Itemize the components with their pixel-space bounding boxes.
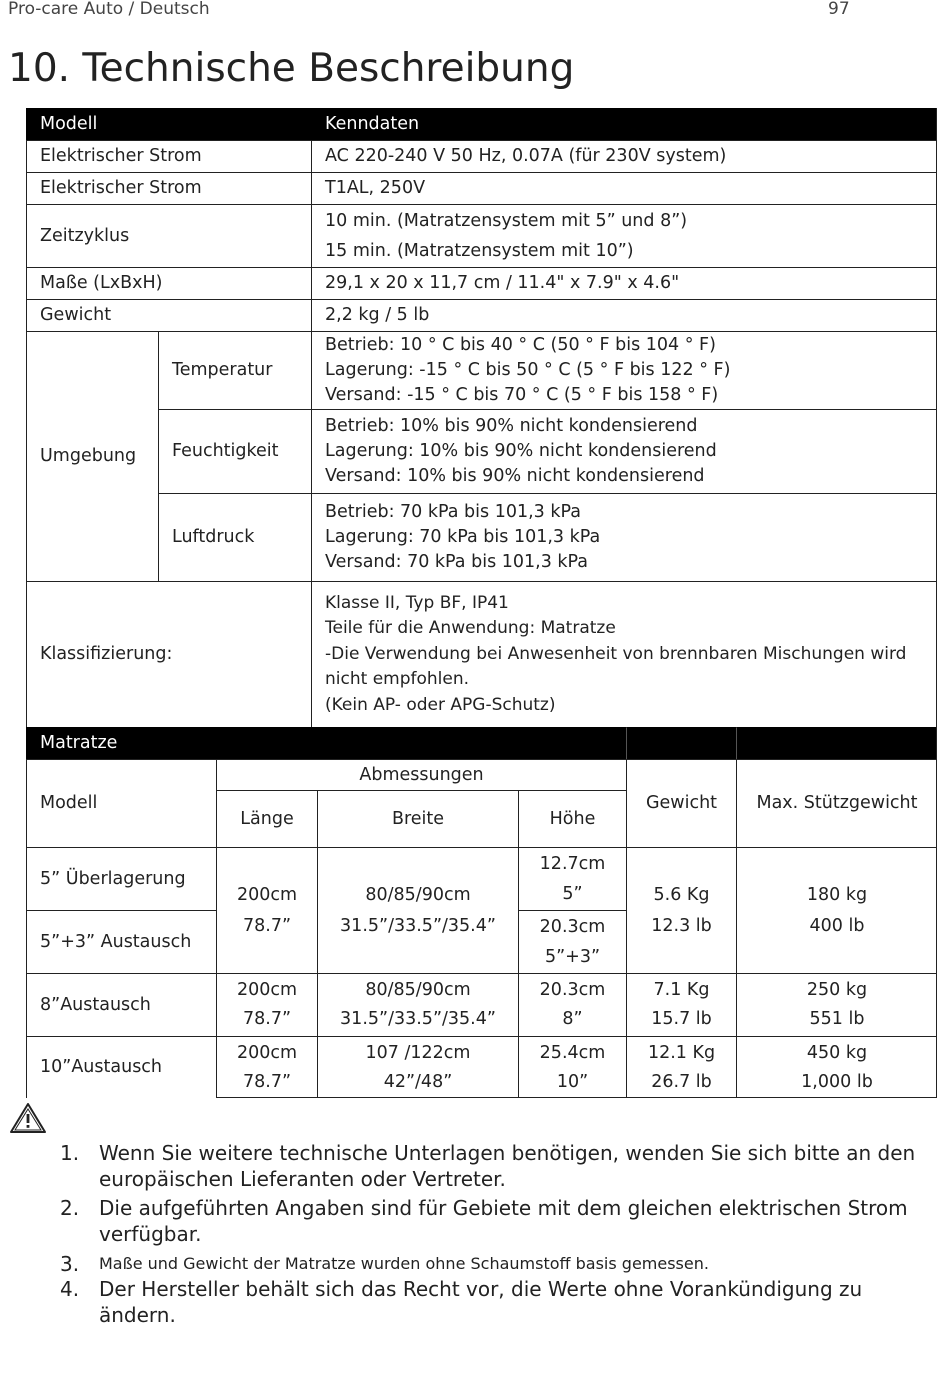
row-5-53-breite-in: 31.5”/33.5”/35.4”: [340, 915, 496, 936]
mattress-header: Matratze: [26, 727, 626, 759]
col-abmessungen: Abmessungen: [216, 759, 626, 790]
row-8-gewicht: [626, 973, 736, 1036]
row-10-hoehe-cm: 25.4cm: [539, 1042, 606, 1063]
col-breite: Breite: [317, 790, 518, 847]
note-1-line-2: europäischen Lieferanten oder Vertreter.: [99, 1167, 506, 1191]
row-10-gewicht: [626, 1036, 736, 1098]
row-5-model: 5” Überlagerung: [26, 847, 216, 910]
note-2-line-1: Die aufgeführten Angaben sind für Gebiete mit dem gleichen elektrischen Strom: [99, 1196, 908, 1220]
spec-label-feuchtigkeit: Feuchtigkeit: [158, 409, 311, 493]
row-8-max: [736, 973, 937, 1036]
table-bottom-edge: [216, 1097, 937, 1098]
row-8-breite-cm: 80/85/90cm: [365, 980, 471, 1000]
row-10-hoehe: [518, 1036, 626, 1098]
row-10-hoehe-in: 10”: [556, 1071, 589, 1092]
spec-label-strom-2: Elektrischer Strom: [26, 172, 311, 204]
spec-value-temperatur: [311, 331, 937, 409]
luftdruck-line-2: Lagerung: 70 kPa bis 101,3 kPa: [325, 527, 601, 547]
row-8-laenge: [216, 973, 317, 1036]
note-1-line-1: Wenn Sie weitere technische Unterlagen benötigen, wenden Sie sich bitte an den: [99, 1141, 916, 1165]
spec-label-luftdruck: Luftdruck: [158, 493, 311, 581]
page-number: 97: [828, 0, 850, 19]
col-gewicht: Gewicht: [626, 759, 736, 847]
spec-value-luftdruck: [311, 493, 937, 581]
feuchtigkeit-line-2: Lagerung: 10% bis 90% nicht kondensierend: [325, 441, 717, 461]
row-8-max-kg: 250 kg: [806, 980, 868, 1000]
klassifizierung-line-1: Klasse II, Typ BF, IP41: [325, 592, 509, 613]
row-8-hoehe: [518, 973, 626, 1036]
table-right-edge: [936, 108, 937, 1098]
row-5-53-laenge-cm: 200cm: [236, 884, 298, 905]
note-4-text: Der Hersteller behält sich das Recht vor, die Werte ohne Vorankündigung zu ändern.: [99, 1277, 863, 1327]
temperatur-line-3: Versand: -15 ° C bis 70 ° C (5 ° F bis 158 ° F): [325, 385, 719, 405]
row-10-laenge: [216, 1036, 317, 1098]
note-2-line-2: verfügbar.: [99, 1222, 202, 1246]
row-5-53-breite-cm: 80/85/90cm: [365, 884, 471, 905]
spec-label-zeitzyklus: Zeitzyklus: [26, 204, 311, 267]
col-max-stuetzgewicht: Max. Stützgewicht: [736, 759, 937, 847]
mattress-header-blank-2: [736, 727, 937, 759]
row-8-gewicht-lb: 15.7 lb: [651, 1009, 712, 1029]
note-3-number: 3.: [60, 1252, 80, 1276]
spec-value-zeitzyklus: [311, 204, 937, 267]
spec-value-gewicht: 2,2 kg / 5 lb: [311, 299, 937, 331]
row-10-gewicht-kg: 12.1 Kg: [647, 1042, 716, 1063]
row-10-breite-in: 42”/48”: [383, 1071, 453, 1092]
row-5-53-gewicht-kg: 5.6 Kg: [653, 884, 710, 905]
spec-label-strom-1: Elektrischer Strom: [26, 140, 311, 172]
zeitzyklus-line-1: 10 min. (Matratzensystem mit 5” und 8”): [325, 211, 688, 231]
row-5-53-max-lb: 400 lb: [809, 915, 865, 936]
spec-header-modell: [26, 108, 311, 140]
warning-triangle-icon: [9, 1102, 47, 1134]
luftdruck-line-3: Versand: 70 kPa bis 101,3 kPa: [325, 552, 589, 572]
note-2-number: 2.: [60, 1196, 80, 1220]
row-10-laenge-in: 78.7”: [242, 1071, 292, 1092]
spec-label-masse: Maße (LxBxH): [26, 267, 311, 299]
spec-label-temperatur: Temperatur: [158, 331, 311, 409]
row-53-hoehe-in: 5”+3”: [544, 947, 601, 967]
row-53-hoehe: [518, 910, 626, 973]
luftdruck-line-1: Betrieb: 70 kPa bis 101,3 kPa: [325, 502, 581, 522]
spec-label-umgebung: Umgebung: [26, 331, 158, 581]
row-5-53-gewicht-lb: 12.3 lb: [651, 915, 712, 936]
mattress-header-blank-1: [626, 727, 736, 759]
row-8-breite-in: 31.5”/33.5”/35.4”: [340, 1009, 496, 1029]
row-10-breite-cm: 107 /122cm: [365, 1042, 471, 1063]
klassifizierung-line-4: nicht empfohlen.: [325, 669, 470, 690]
row-5-hoehe-in: 5”: [562, 884, 583, 904]
spec-header-kenndaten: [311, 108, 937, 140]
klassifizierung-line-2: Teile für die Anwendung: Matratze: [325, 618, 616, 639]
row-8-hoehe-cm: 20.3cm: [539, 980, 606, 1000]
klassifizierung-line-5: (Kein AP- oder APG-Schutz): [325, 694, 556, 715]
row-10-max: [736, 1036, 937, 1098]
note-3-text: Maße und Gewicht der Matratze wurden ohne Schaumstoff basis gemessen.: [99, 1254, 709, 1273]
spec-value-feuchtigkeit: [311, 409, 937, 493]
row-8-laenge-cm: 200cm: [236, 980, 298, 1000]
header-left: Pro-care Auto / Deutsch: [8, 0, 210, 19]
row-10-gewicht-lb: 26.7 lb: [651, 1071, 712, 1092]
row-5-53-laenge-in: 78.7”: [242, 915, 292, 936]
feuchtigkeit-line-3: Versand: 10% bis 90% nicht kondensierend: [325, 466, 705, 486]
row-8-gewicht-kg: 7.1 Kg: [653, 980, 710, 1000]
spec-value-masse: 29,1 x 20 x 11,7 cm / 11.4" x 7.9" x 4.6": [311, 267, 937, 299]
klassifizierung-line-3: -Die Verwendung bei Anwesenheit von brennbaren Mischungen wird: [325, 643, 907, 664]
spec-value-strom-2: T1AL, 250V: [311, 172, 937, 204]
row-8-breite: [317, 973, 518, 1036]
row-8-model: 8”Austausch: [26, 973, 216, 1036]
page-title: 10. Technische Beschreibung: [8, 46, 575, 91]
row-10-model: 10”Austausch: [26, 1036, 216, 1098]
col-modell: Modell: [26, 759, 216, 847]
row-5-hoehe: [518, 847, 626, 910]
row-5-53-max: [736, 847, 937, 973]
spec-value-klassifizierung: [311, 581, 937, 727]
row-5-hoehe-cm: 12.7cm: [539, 854, 606, 874]
col-hoehe: Höhe: [518, 790, 626, 847]
spec-header-kenndaten-label: Kenndaten: [325, 114, 420, 134]
row-5-53-breite: [317, 847, 518, 973]
note-1-number: 1.: [60, 1141, 80, 1165]
note-1-text: [99, 1140, 929, 1192]
row-10-max-kg: 450 kg: [806, 1042, 868, 1063]
spec-value-strom-1: AC 220-240 V 50 Hz, 0.07A (für 230V system): [311, 140, 937, 172]
spec-label-gewicht: Gewicht: [26, 299, 311, 331]
row-10-max-lb: 1,000 lb: [801, 1071, 873, 1092]
zeitzyklus-line-2: 15 min. (Matratzensystem mit 10”): [325, 241, 634, 261]
row-8-laenge-in: 78.7”: [242, 1009, 292, 1029]
note-4-number: 4.: [60, 1277, 80, 1301]
row-53-hoehe-cm: 20.3cm: [539, 917, 606, 937]
temperatur-line-1: Betrieb: 10 ° C bis 40 ° C (50 ° F bis 104 ° F): [325, 335, 716, 355]
row-5-53-gewicht: [626, 847, 736, 973]
row-8-hoehe-in: 8”: [562, 1009, 583, 1029]
row-5-53-laenge: [216, 847, 317, 973]
spec-label-klassifizierung: Klassifizierung:: [26, 581, 311, 727]
feuchtigkeit-line-1: Betrieb: 10% bis 90% nicht kondensierend: [325, 416, 698, 436]
col-laenge: Länge: [216, 790, 317, 847]
row-10-laenge-cm: 200cm: [236, 1042, 298, 1063]
spec-header-modell-label: Modell: [40, 114, 98, 134]
row-8-max-lb: 551 lb: [809, 1009, 865, 1029]
row-10-breite: [317, 1036, 518, 1098]
row-53-model: 5”+3” Austausch: [26, 910, 216, 973]
row-5-53-max-kg: 180 kg: [806, 884, 868, 905]
temperatur-line-2: Lagerung: -15 ° C bis 50 ° C (5 ° F bis 122 ° F): [325, 360, 731, 380]
note-2-text: [99, 1195, 929, 1247]
